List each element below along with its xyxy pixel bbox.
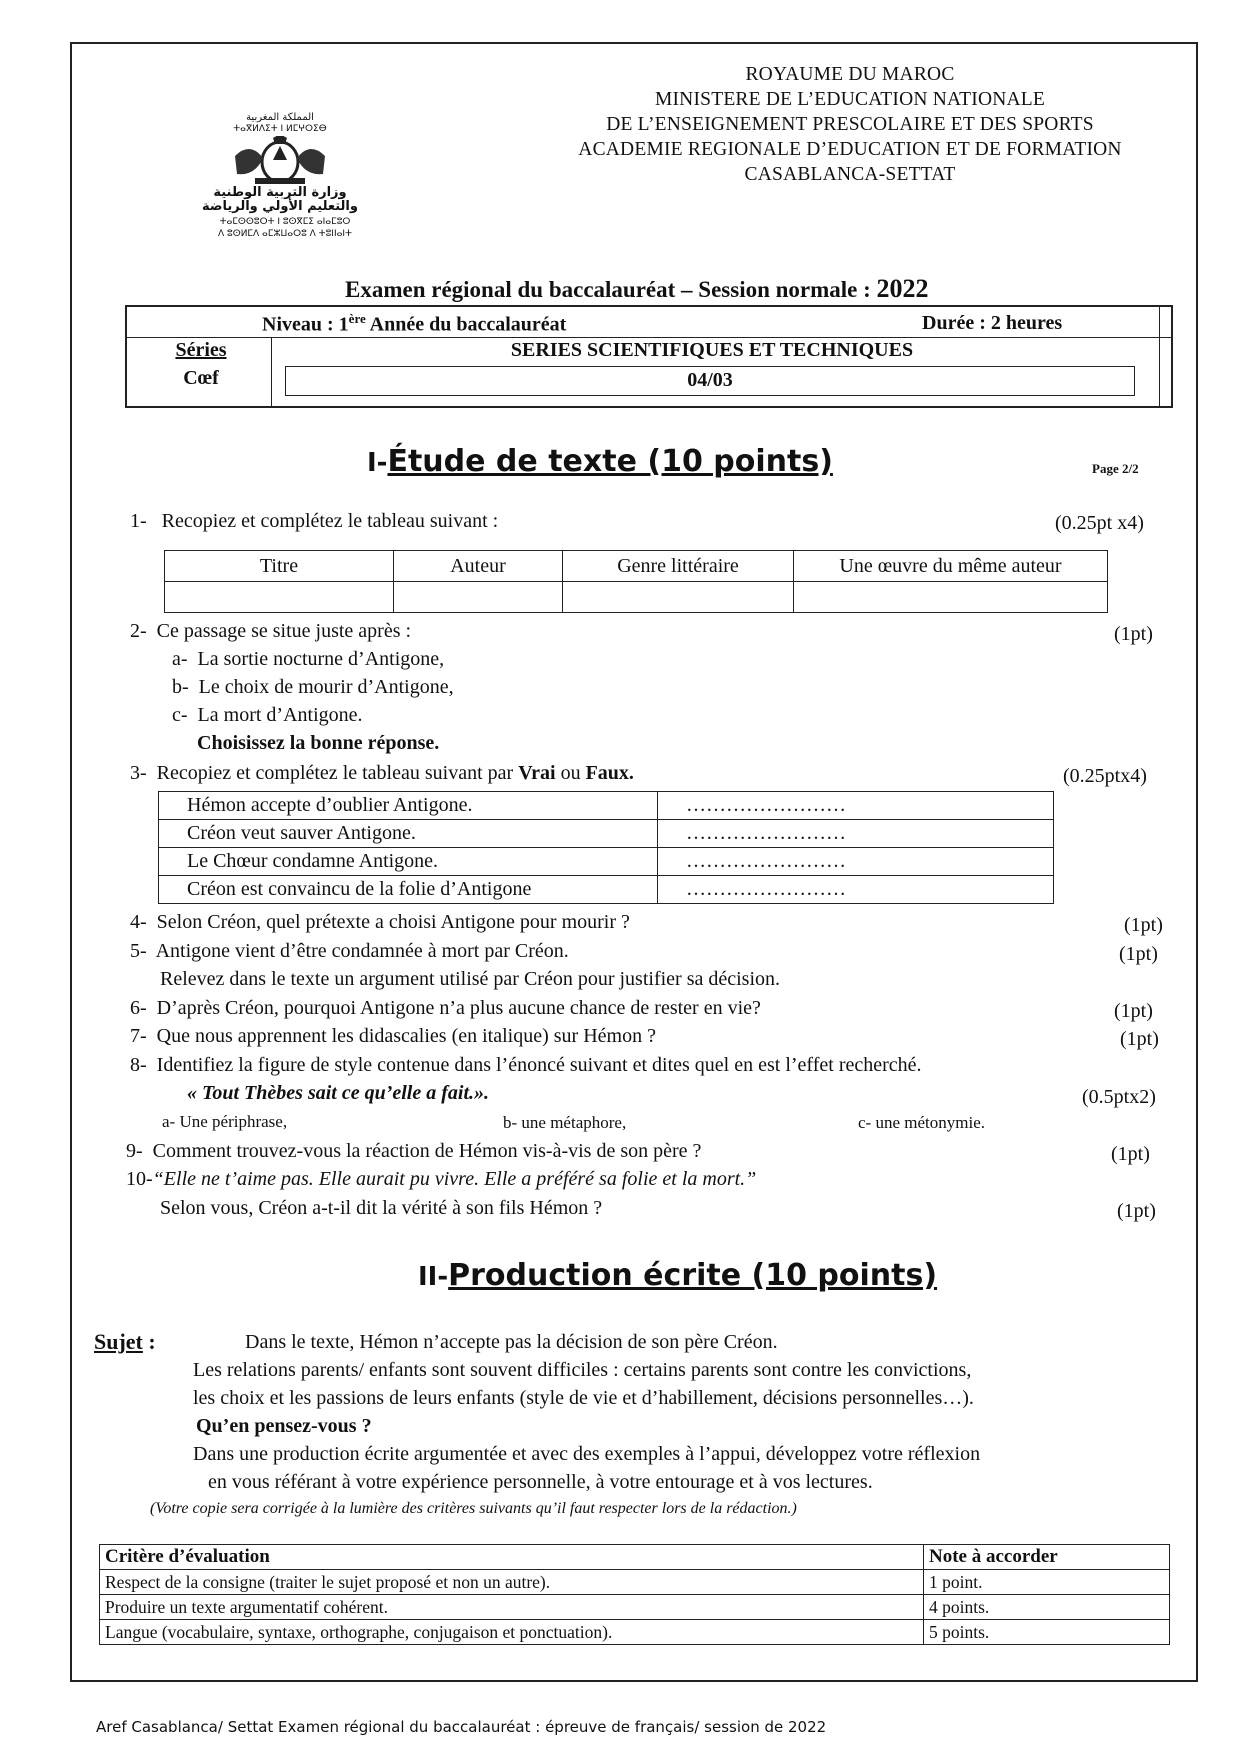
criterion: Respect de la consigne (traiter le sujet proposé et non un autre). xyxy=(100,1570,924,1595)
criterion-note: 4 points. xyxy=(924,1595,1170,1620)
q-text: Recopiez et complétez le tableau suivant : xyxy=(161,510,499,532)
q-text: Selon Créon, quel prétexte a choisi Antigone pour mourir ? xyxy=(156,911,630,933)
logo-line: والتعليم الأولي والرياضة xyxy=(202,199,358,214)
table-row xyxy=(165,582,1108,613)
question-9 xyxy=(126,1140,701,1163)
evaluation-note: (Votre copie sera corrigée à la lumière des critères suivants qu’il faut respecter lors de la rédaction.) xyxy=(150,1500,797,1517)
q-num: 3- xyxy=(130,762,147,784)
question-10-line2: Selon vous, Créon a-t-il dit la vérité à son fils Hémon ? xyxy=(160,1197,603,1219)
sujet-line: Les relations parents/ enfants sont souvent difficiles : certains parents sont contre les convictions, xyxy=(193,1359,972,1381)
table-cell xyxy=(165,582,394,613)
question-2 xyxy=(130,620,411,643)
series-value: SERIES SCIENTIFIQUES ET TECHNIQUES xyxy=(510,339,914,361)
points: (1pt) xyxy=(1114,623,1153,645)
table-row xyxy=(100,1545,1170,1570)
table-header: Auteur xyxy=(394,551,563,582)
sujet-label xyxy=(94,1329,156,1355)
q-text: Antigone vient d’être condamnée à mort par Créon. xyxy=(155,940,569,962)
q-text: D’après Créon, pourquoi Antigone n’a plus aucune chance de rester en vie? xyxy=(156,997,761,1019)
option-a xyxy=(172,648,444,671)
answer-blank: …………………… xyxy=(658,792,1054,820)
q-text: Que nous apprennent les didascalies (en italique) sur Hémon ? xyxy=(156,1025,656,1047)
q-ou: ou xyxy=(555,762,586,784)
q-num: 6- xyxy=(130,997,147,1019)
option-letter: c- xyxy=(172,704,188,726)
q-quote: “Elle ne t’aime pas. Elle aurait pu vivre. Elle a préféré sa folie et la mort.” xyxy=(152,1168,757,1190)
question-3 xyxy=(130,762,634,785)
option-text: Le choix de mourir d’Antigone, xyxy=(198,676,454,698)
q-num: 10- xyxy=(126,1168,153,1190)
table-row xyxy=(100,1620,1170,1645)
divider xyxy=(127,337,1171,338)
q-text: Recopiez et complétez le tableau suivant par xyxy=(156,762,519,784)
ministry-line: CASABLANCA-SETTAT xyxy=(744,164,956,185)
statement: Créon veut sauver Antigone. xyxy=(159,820,658,848)
table-1 xyxy=(164,550,1108,613)
question-10 xyxy=(126,1168,756,1191)
q-text: Ce passage se situe juste après : xyxy=(156,620,412,642)
niveau xyxy=(262,311,566,337)
duree: Durée : 2 heures xyxy=(922,312,1063,334)
option-c xyxy=(172,704,363,727)
option-c: c- une métonymie. xyxy=(858,1113,985,1132)
criterion-note: 5 points. xyxy=(924,1620,1170,1645)
option-a: a- Une périphrase, xyxy=(162,1112,288,1131)
points: (0.25ptx4) xyxy=(1063,765,1147,787)
part1-title xyxy=(367,444,833,479)
niveau-sup: ère xyxy=(348,311,366,326)
niveau-label: Niveau : 1 xyxy=(262,313,349,336)
table-row xyxy=(159,876,1054,904)
ministry-line: ROYAUME DU MAROC xyxy=(745,64,955,85)
table-row xyxy=(159,820,1054,848)
table-header: Titre xyxy=(165,551,394,582)
q-text: Comment trouvez-vous la réaction de Hémon vis-à-vis de son père ? xyxy=(152,1140,702,1162)
exam-year: 2022 xyxy=(876,274,929,303)
question-8 xyxy=(130,1054,922,1077)
page-footer: Aref Casablanca/ Settat Examen régional du baccalauréat : épreuve de français/ session de 2022 xyxy=(96,1718,827,1736)
option-letter: b- xyxy=(172,676,189,698)
question-4 xyxy=(130,911,630,934)
logo-line: وزارة التربية الوطنية xyxy=(213,185,347,200)
table-row xyxy=(165,551,1108,582)
answer-blank: …………………… xyxy=(658,876,1054,904)
points: (1pt) xyxy=(1119,943,1158,965)
answer-blank: …………………… xyxy=(658,848,1054,876)
table-row xyxy=(159,792,1054,820)
sujet-colon: : xyxy=(142,1329,156,1354)
table-vrai-faux xyxy=(158,791,1054,904)
table-row xyxy=(100,1595,1170,1620)
option-b xyxy=(172,676,454,699)
option-letter: a- xyxy=(172,648,188,670)
statement: Créon est convaincu de la folie d’Antigone xyxy=(159,876,658,904)
ministry-line: MINISTERE DE L’EDUCATION NATIONALE xyxy=(654,89,1046,110)
option-b: b- une métaphore, xyxy=(503,1113,627,1132)
points: (1pt) xyxy=(1111,1143,1150,1165)
q-num: 1- xyxy=(130,510,147,532)
points: (0.25pt x4) xyxy=(1055,512,1144,534)
exam-title xyxy=(345,274,929,304)
question-5-line2: Relevez dans le texte un argument utilisé par Créon pour justifier sa décision. xyxy=(160,968,781,990)
logo-line: ⵜⴰⴳⵍⴷⵉⵜ ⵏ ⵍⵎⵖⵔⵉⴱ xyxy=(233,124,327,134)
table-row xyxy=(100,1570,1170,1595)
table-cell xyxy=(394,582,563,613)
part1-title-text: Étude de texte (10 points) xyxy=(387,444,833,479)
sujet-question: Qu’en pensez-vous ? xyxy=(196,1415,372,1437)
logo-line: ⴷ ⵓⵙⵍⵎⴷ ⴰⵎⵣⵡⴰⵔⵓ ⴷ ⵜⵓⵏⵏⴰⵏⵜ xyxy=(218,229,352,239)
criterion: Produire un texte argumentatif cohérent. xyxy=(100,1595,924,1620)
coat-of-arms-icon xyxy=(195,136,365,186)
niveau-rest: Année du baccalauréat xyxy=(365,313,567,336)
answer-blank: …………………… xyxy=(658,820,1054,848)
sujet-label-text: Sujet xyxy=(94,1329,143,1354)
part2-title-text: Production écrite (10 points) xyxy=(448,1258,938,1293)
table-header: Genre littéraire xyxy=(563,551,794,582)
criteria-table xyxy=(99,1544,1170,1645)
part1-num: I- xyxy=(367,448,388,478)
sujet-line: Dans une production écrite argumentée et avec des exemples à l’appui, développez votre réflexion xyxy=(193,1443,981,1465)
q-num: 2- xyxy=(130,620,147,642)
ministry-header xyxy=(500,62,1200,187)
option-text: La mort d’Antigone. xyxy=(197,704,363,726)
logo-line: المملكة المغربية xyxy=(246,112,314,123)
table-header: Critère d’évaluation xyxy=(100,1545,924,1570)
sujet-line: Dans le texte, Hémon n’accepte pas la décision de son père Créon. xyxy=(245,1331,778,1353)
statement: Hémon accepte d’oublier Antigone. xyxy=(159,792,658,820)
q-vrai: Vrai xyxy=(518,762,556,784)
table-row xyxy=(159,848,1054,876)
instruction: Choisissez la bonne réponse. xyxy=(197,732,440,754)
ministry-logo xyxy=(150,112,410,252)
table-cell xyxy=(794,582,1108,613)
divider xyxy=(1159,307,1160,406)
points: (1pt) xyxy=(1117,1200,1156,1222)
exam-title-text: Examen régional du baccalauréat – Session normale : xyxy=(345,277,877,302)
q-faux: Faux. xyxy=(585,762,634,784)
q-text: Identifiez la figure de style contenue dans l’énoncé suivant et dites quel en est l’effet recherché. xyxy=(156,1054,922,1076)
points: (0.5ptx2) xyxy=(1082,1086,1156,1108)
points: (1pt) xyxy=(1114,1000,1153,1022)
question-7 xyxy=(130,1025,656,1048)
q-num: 7- xyxy=(130,1025,147,1047)
quote: « Tout Thèbes sait ce qu’elle a fait.». xyxy=(187,1082,490,1104)
criterion: Langue (vocabulaire, syntaxe, orthographe, conjugaison et ponctuation). xyxy=(100,1620,924,1645)
q-num: 8- xyxy=(130,1054,147,1076)
question-5 xyxy=(130,940,569,963)
logo-line: ⵜⴰⵎⵙⵙⵓⵔⵜ ⵏ ⵓⵙⴳⵎⵉ ⴰⵏⴰⵎⵓⵔ xyxy=(219,217,351,227)
part2-num: II- xyxy=(418,1262,449,1292)
sujet-line: les choix et les passions de leurs enfants (style de vie et d’habillement, décisions personnelles…). xyxy=(193,1387,974,1409)
option-text: La sortie nocturne d’Antigone, xyxy=(197,648,445,670)
sujet-line: en vous référant à votre expérience personnelle, à votre entourage et à vos lectures. xyxy=(208,1471,873,1493)
q-num: 9- xyxy=(126,1140,143,1162)
series-label: Séries xyxy=(175,339,227,361)
table-cell xyxy=(563,582,794,613)
page-number: Page 2/2 xyxy=(1092,461,1139,476)
q-num: 4- xyxy=(130,911,147,933)
table-header: Note à accorder xyxy=(924,1545,1170,1570)
question-1 xyxy=(130,510,498,533)
ministry-line: ACADEMIE REGIONALE D’EDUCATION ET DE FORMATION xyxy=(578,139,1122,160)
table-header: Une œuvre du même auteur xyxy=(794,551,1108,582)
exam-info-box xyxy=(125,305,1173,408)
part2-title xyxy=(418,1258,937,1293)
statement: Le Chœur condamne Antigone. xyxy=(159,848,658,876)
question-6 xyxy=(130,997,761,1020)
criterion-note: 1 point. xyxy=(924,1570,1170,1595)
ministry-line: DE L’ENSEIGNEMENT PRESCOLAIRE ET DES SPORTS xyxy=(606,114,1094,135)
points: (1pt) xyxy=(1124,914,1163,936)
q-num: 5- xyxy=(130,940,147,962)
points: (1pt) xyxy=(1120,1028,1159,1050)
coef-label: Cœf xyxy=(183,367,219,389)
coef-value: 04/03 xyxy=(687,369,733,391)
